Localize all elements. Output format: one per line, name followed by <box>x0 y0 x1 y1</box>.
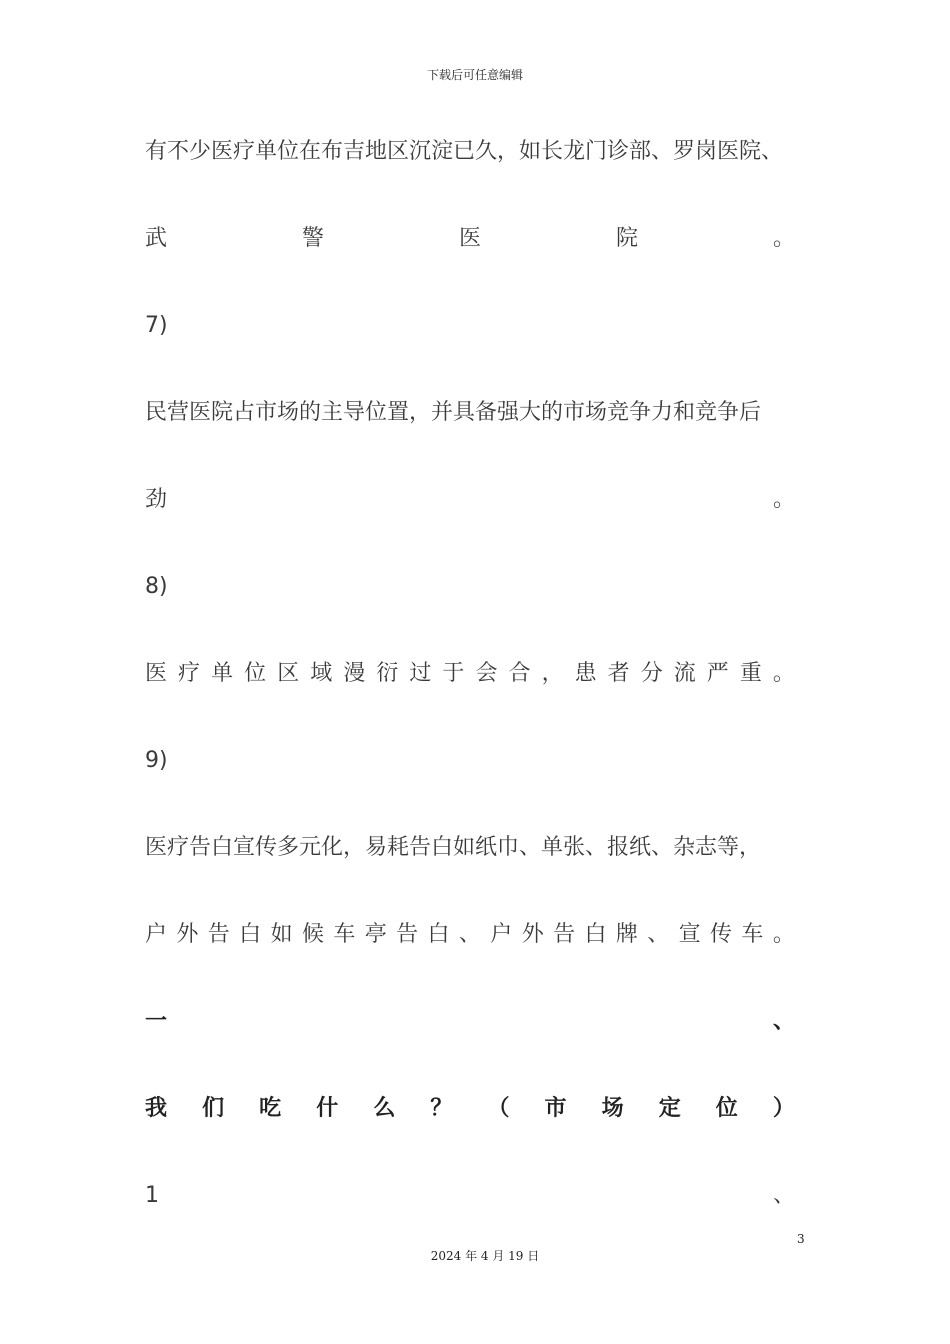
char: 衍 <box>376 661 399 686</box>
char: 。 <box>772 226 795 251</box>
char: 漫 <box>343 661 366 686</box>
char: 武 <box>145 226 168 251</box>
body-line-10 <box>145 920 795 950</box>
char: ， <box>541 661 564 686</box>
char: 白 <box>584 922 607 947</box>
char: 户 <box>145 922 168 947</box>
char: 1 <box>145 1183 159 1208</box>
char: 牌 <box>615 922 638 947</box>
char: 外 <box>176 922 199 947</box>
char: 。 <box>772 661 795 686</box>
char: 警 <box>301 226 324 251</box>
char: 如 <box>270 922 293 947</box>
char: 么 <box>373 1096 396 1121</box>
char: 吃 <box>259 1096 282 1121</box>
char: 、 <box>772 1183 795 1208</box>
list-number-8: 8) <box>145 574 168 599</box>
char: 车 <box>741 922 764 947</box>
char: 候 <box>301 922 324 947</box>
list-number-7: 7) <box>145 313 168 338</box>
char: 告 <box>207 922 230 947</box>
char: 一 <box>145 1009 168 1034</box>
char: 流 <box>673 661 696 686</box>
page-number: 3 <box>797 1232 805 1246</box>
char: 宣 <box>678 922 701 947</box>
char: 告 <box>553 922 576 947</box>
char: 亭 <box>364 922 387 947</box>
char: （ <box>487 1096 510 1121</box>
char: 什 <box>316 1096 339 1121</box>
char: 我 <box>145 1096 168 1121</box>
body-line-1: 有不少医疗单位在布吉地区沉淀已久，如长龙门诊部、罗岗医院、 <box>145 139 784 164</box>
char: 户 <box>490 922 513 947</box>
char: 会 <box>475 661 498 686</box>
char: 传 <box>710 922 733 947</box>
body-line-2 <box>145 224 795 254</box>
char: ？ <box>430 1096 453 1121</box>
body-line-7 <box>145 659 795 689</box>
page-header: 下载后可任意编辑 <box>426 68 523 82</box>
char: 。 <box>772 487 795 512</box>
list-number-1 <box>145 1181 795 1211</box>
char: 车 <box>333 922 356 947</box>
char: 域 <box>310 661 333 686</box>
char: 、 <box>647 922 670 947</box>
char: 。 <box>772 922 795 947</box>
char: 分 <box>640 661 663 686</box>
char: 重 <box>739 661 762 686</box>
char: 院 <box>615 226 638 251</box>
section-heading-number <box>145 1007 795 1037</box>
char: 严 <box>706 661 729 686</box>
section-heading-title <box>145 1094 795 1124</box>
char: ） <box>772 1096 795 1121</box>
char: 市 <box>544 1096 567 1121</box>
char: 疗 <box>178 661 201 686</box>
char: 告 <box>396 922 419 947</box>
body-line-5 <box>145 485 795 515</box>
char: 位 <box>244 661 267 686</box>
body-line-4: 民营医院占市场的主导位置，并具备强大的市场竞争力和竞争后 <box>145 400 762 425</box>
char: 医 <box>458 226 481 251</box>
char: 白 <box>427 922 450 947</box>
char: 白 <box>239 922 262 947</box>
char: 劲 <box>145 487 168 512</box>
char: 定 <box>658 1096 681 1121</box>
char: 医 <box>145 661 168 686</box>
char: 、 <box>458 922 481 947</box>
char: 于 <box>442 661 465 686</box>
char: 位 <box>715 1096 738 1121</box>
char: 们 <box>202 1096 225 1121</box>
char: 者 <box>607 661 630 686</box>
char: 单 <box>211 661 234 686</box>
body-line-9: 医疗告白宣传多元化，易耗告白如纸巾、单张、报纸、杂志等， <box>145 835 762 860</box>
char: 合 <box>508 661 531 686</box>
char: 过 <box>409 661 432 686</box>
char: 患 <box>574 661 597 686</box>
page-footer-date: 2024 年 4 月 19 日 <box>430 1249 540 1263</box>
char: 、 <box>772 1009 795 1034</box>
char: 区 <box>277 661 300 686</box>
char: 场 <box>601 1096 624 1121</box>
char: 外 <box>521 922 544 947</box>
list-number-9: 9) <box>145 748 168 773</box>
